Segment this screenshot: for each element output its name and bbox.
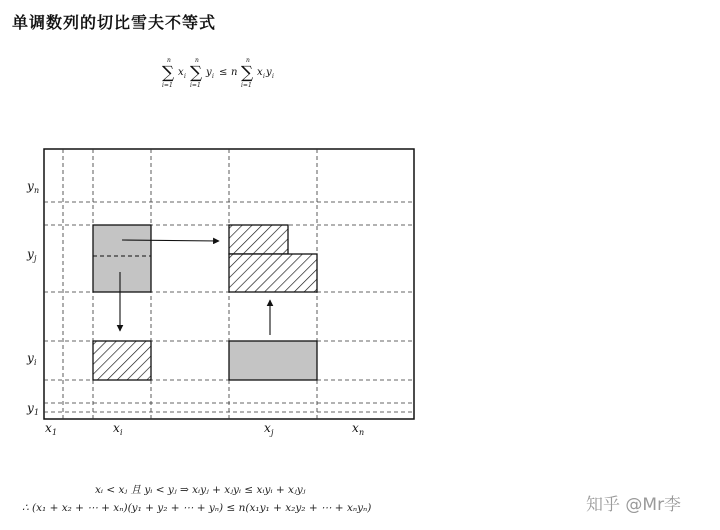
- y-label-1-sub: 1: [34, 408, 40, 417]
- sum-1-upper: n: [167, 57, 171, 64]
- sum-2-upper: n: [195, 57, 199, 64]
- y-label-n: y: [27, 179, 34, 193]
- y-label-1: y: [27, 401, 34, 415]
- chebyshev-sum-formula: [160, 54, 300, 94]
- term-x: x: [178, 67, 184, 78]
- y-label-i: y: [27, 351, 34, 365]
- page-title: 单调数列的切比雪夫不等式: [12, 13, 217, 32]
- term-y3-sub: i: [272, 73, 274, 80]
- sum-3-lower: i=1: [241, 82, 252, 89]
- x-label-j-sub: j: [271, 428, 274, 437]
- gray-rect-xi-yj: [93, 225, 151, 292]
- gray-rect-xj-yi: [229, 341, 317, 380]
- term-y-sub: i: [212, 73, 214, 80]
- relation-sign: ≤: [219, 67, 228, 78]
- term-x3-sub: i: [263, 73, 265, 80]
- rearrangement-diagram: [20, 140, 420, 440]
- sum-3-upper: n: [246, 57, 250, 64]
- inequality-condition: xᵢ < xⱼ 且 yᵢ < yⱼ ⇒ xᵢyⱼ + xⱼyᵢ ≤ xᵢyᵢ + xⱼyⱼ: [95, 484, 306, 496]
- term-y3: y: [266, 67, 272, 78]
- sum-1-lower: i=1: [162, 82, 173, 89]
- y-label-i-sub: i: [34, 358, 37, 367]
- x-label-n: x: [352, 421, 359, 435]
- x-label-1: x: [45, 421, 52, 435]
- factor-n: n: [231, 67, 238, 78]
- inequality-conclusion: ∴ (x₁ + x₂ + ⋯ + xₙ)(y₁ + y₂ + ⋯ + yₙ) ≤ n(x₁y₁ + x₂y₂ + ⋯ + xₙyₙ): [22, 502, 372, 514]
- x-label-j: x: [264, 421, 271, 435]
- term-x-sub: i: [184, 73, 186, 80]
- hatched-rect-xi-yi: [93, 341, 151, 380]
- term-x3: x: [257, 67, 263, 78]
- x-label-i: x: [113, 421, 120, 435]
- term-y: y: [206, 67, 212, 78]
- sum-2-lower: i=1: [190, 82, 201, 89]
- watermark: 知乎 @Mr李: [586, 495, 682, 515]
- sum-2-sign: ∑: [190, 63, 203, 83]
- hatched-rect-xj-yj-top: [229, 225, 288, 254]
- y-label-j-sub: j: [34, 254, 37, 263]
- sum-1-sign: ∑: [162, 63, 175, 83]
- x-label-n-sub: n: [359, 428, 365, 437]
- y-label-n-sub: n: [34, 186, 40, 195]
- y-label-j: y: [27, 247, 34, 261]
- x-label-i-sub: i: [120, 428, 123, 437]
- sum-3-sign: ∑: [241, 63, 254, 83]
- hatched-rect-xj-yj-bottom: [229, 254, 317, 292]
- x-label-1-sub: 1: [52, 428, 58, 437]
